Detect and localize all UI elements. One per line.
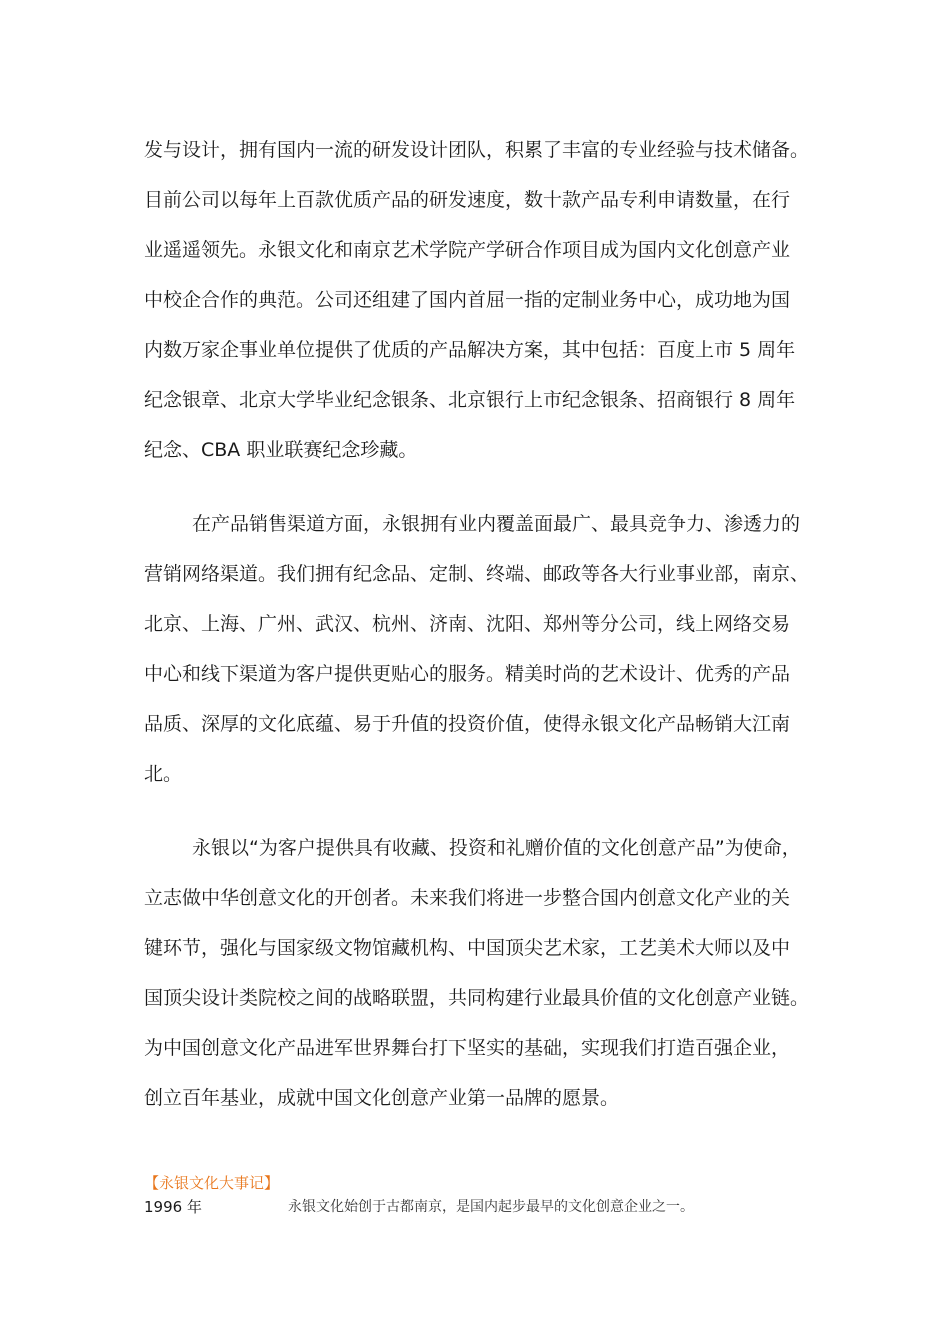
paragraph-1-line-7: 纪念、CBA 职业联赛纪念珍藏。	[144, 439, 418, 461]
paragraph-3-line-5: 为中国创意文化产品进军世界舞台打下坚实的基础，实现我们打造百强企业，	[144, 1037, 791, 1059]
paragraph-3-line-6: 创立百年基业，成就中国文化创意产业第一品牌的愿景。	[144, 1087, 620, 1109]
paragraph-1-line-3: 业遥遥领先。永银文化和南京艺术学院产学研合作项目成为国内文化创意产业	[144, 239, 791, 261]
paragraph-3-line-1: 永银以“为客户提供具有收藏、投资和礼赠价值的文化创意产品”为使命，	[192, 837, 801, 859]
paragraph-2-line-2: 营销网络渠道。我们拥有纪念品、定制、终端、邮政等各大行业事业部，南京、	[144, 563, 810, 585]
paragraph-2-line-5: 品质、深厚的文化底蕴、易于升值的投资价值，使得永银文化产品畅销大江南	[144, 713, 791, 735]
paragraph-3-line-3: 键环节，强化与国家级文物馆藏机构、中国顶尖艺术家，工艺美术大师以及中	[144, 937, 791, 959]
paragraph-2-line-6: 北。	[144, 763, 183, 785]
paragraph-3-line-4: 国顶尖设计类院校之间的战略联盟，共同构建行业最具价值的文化创意产业链。	[144, 987, 810, 1009]
paragraph-1-line-5: 内数万家企事业单位提供了优质的产品解决方案，其中包括：百度上市 5 周年	[144, 339, 796, 361]
paragraph-2-line-1: 在产品销售渠道方面，永银拥有业内覆盖面最广、最具竞争力、渗透力的	[192, 513, 801, 535]
milestone-event: 永银文化始创于古都南京，是国内起步最早的文化创意企业之一。	[288, 1199, 694, 1215]
milestones-heading: 【永银文化大事记】	[144, 1174, 280, 1192]
milestone-year: 1996 年	[144, 1198, 202, 1216]
paragraph-1-line-4: 中校企合作的典范。公司还组建了国内首屈一指的定制业务中心，成功地为国	[144, 289, 791, 311]
paragraph-1-line-1: 发与设计，拥有国内一流的研发设计团队，积累了丰富的专业经验与技术储备。	[144, 139, 810, 161]
paragraph-1-line-6: 纪念银章、北京大学毕业纪念银条、北京银行上市纪念银条、招商银行 8 周年	[144, 389, 796, 411]
paragraph-2-line-4: 中心和线下渠道为客户提供更贴心的服务。精美时尚的艺术设计、优秀的产品	[144, 663, 791, 685]
paragraph-1-line-2: 目前公司以每年上百款优质产品的研发速度，数十款产品专利申请数量，在行	[144, 189, 791, 211]
paragraph-2-line-3: 北京、上海、广州、武汉、杭州、济南、沈阳、郑州等分公司，线上网络交易	[144, 613, 791, 635]
paragraph-3-line-2: 立志做中华创意文化的开创者。未来我们将进一步整合国内创意文化产业的关	[144, 887, 791, 909]
